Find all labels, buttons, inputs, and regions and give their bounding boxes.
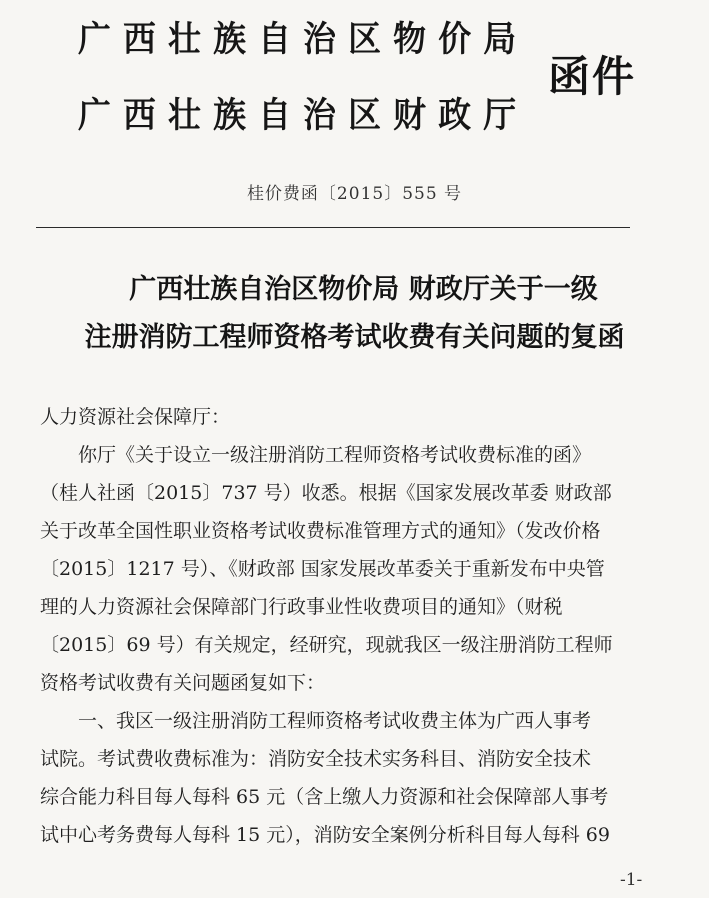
letter-type-label: 函件 [548, 52, 637, 101]
document-title-line-2: 注册消防工程师资格考试收费有关问题的复函 [84, 322, 625, 353]
body-line: （桂人社函〔2015〕737 号）收悉。根据《国家发展改革委 财政部 [40, 482, 612, 504]
body-line: 〔2015〕1217 号）、《财政部 国家发展改革委关于重新发布中央管 [40, 558, 605, 580]
body-line: 你厅《关于设立一级注册消防工程师资格考试收费标准的函》 [40, 444, 592, 466]
body-line: 综合能力科目每人每科 65 元（含上缴人力资源和社会保障部人事考 [40, 786, 609, 808]
body-line: 理的人力资源社会保障部门行政事业性收费项目的通知》（财税 [40, 596, 563, 618]
salutation: 人力资源社会保障厅： [40, 406, 231, 428]
body-line: 资格考试收费有关问题函复如下： [40, 672, 326, 694]
body-line: 试中心考务费每人每科 15 元），消防安全案例分析科目每人每科 69 [40, 824, 610, 846]
body-line: 试院。考试费收费标准为：消防安全技术实务科目、消防安全技术 [40, 748, 592, 770]
body-line: 〔2015〕69 号）有关规定，经研究，现就我区一级注册消防工程师 [40, 634, 613, 656]
body-line: 关于改革全国性职业资格考试收费标准管理方式的通知》（发改价格 [40, 520, 601, 542]
issuer-name-price-bureau: 广西壮族自治区物价局 [78, 19, 529, 60]
header-divider [36, 227, 630, 228]
issuer-name-finance-dept: 广西壮族自治区财政厅 [78, 95, 529, 136]
body-line: 一、我区一级注册消防工程师资格考试收费主体为广西人事考 [40, 710, 592, 732]
document-number: 桂价费函〔2015〕555 号 [246, 184, 463, 204]
document-title-line-1: 广西壮族自治区物价局 财政厅关于一级 [129, 274, 598, 305]
page-number: -1- [620, 870, 643, 890]
